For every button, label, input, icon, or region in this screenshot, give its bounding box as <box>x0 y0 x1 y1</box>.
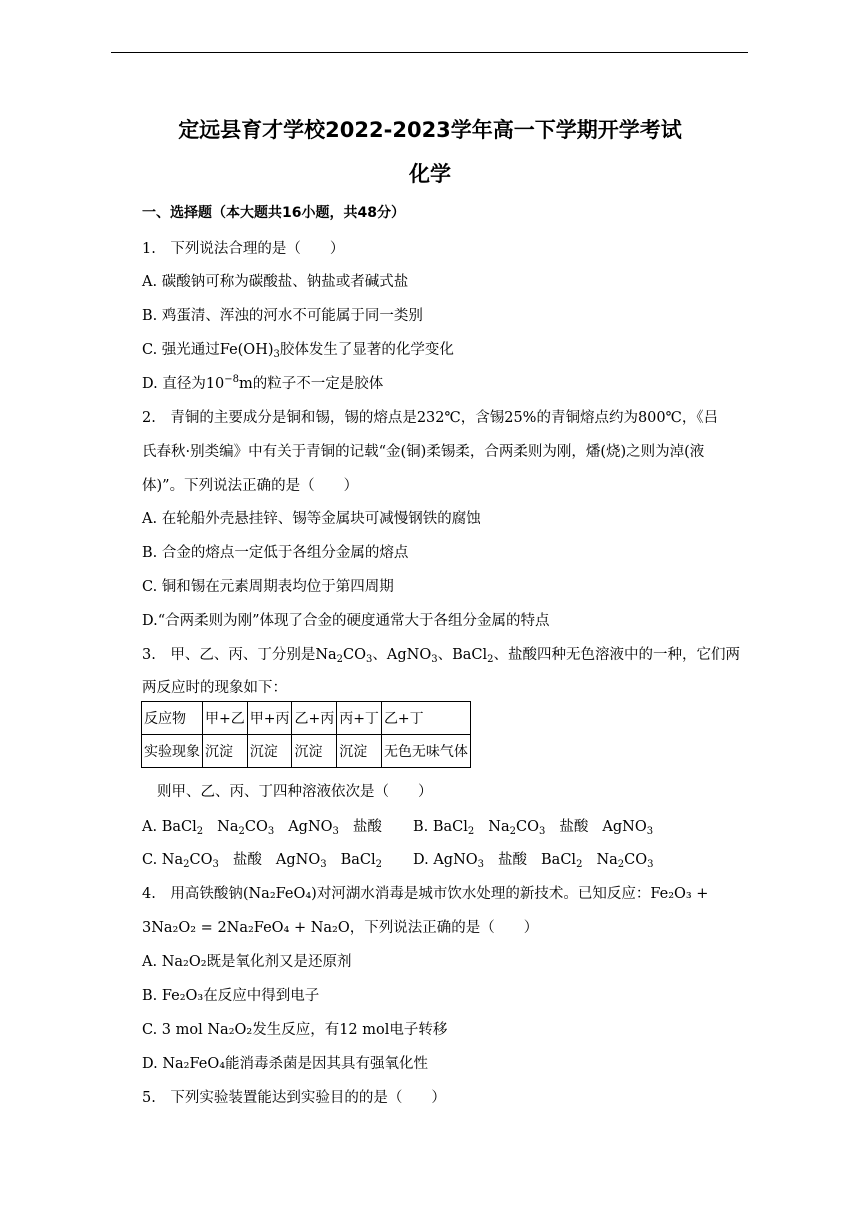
q3-stem-line1: 3. 甲、乙、丙、丁分别是$Na_2CO_3$、AgNO$_3$、BaCl$_2$、盐酸四种无色溶液中的一种，它们两 <box>142 647 741 665</box>
q3-option-b: B. BaCl$_2$ $Na_2CO_3$ 盐酸 AgNO$_3$ <box>413 819 654 837</box>
table-cell: 沉淀 <box>292 735 337 768</box>
table-cell: 甲+乙 <box>203 702 248 735</box>
q3-option-d: D. AgNO$_3$ 盐酸 BaCl$_2$ $Na_2CO_3$ <box>413 852 654 870</box>
table-cell: 沉淀 <box>337 735 382 768</box>
table-cell: 乙+丙 <box>292 702 337 735</box>
q1-option-b: B. 鸡蛋清、浑浊的河水不可能属于同一类别 <box>142 308 423 324</box>
q4-option-c: C. 3 mol Na₂O₂发生反应，有12 mol电子转移 <box>142 1022 448 1038</box>
table-cell: 无色无味气体 <box>381 735 470 768</box>
q2-stem-line1: 2. 青铜的主要成分是铜和锡，锡的熔点是232℃，含锡25%的青铜熔点约为800℃，《吕 <box>142 410 719 426</box>
table-cell: 沉淀 <box>203 735 248 768</box>
q4-stem-line2: 3Na₂O₂ = 2Na₂FeO₄ + Na₂O，下列说法正确的是（ ） <box>142 920 539 936</box>
q4-option-a: A. Na₂O₂既是氧化剂又是还原剂 <box>142 954 352 970</box>
q2-option-c: C. 铜和锡在元素周期表均位于第四周期 <box>142 579 394 595</box>
table-cell: 甲+丙 <box>247 702 292 735</box>
q4-option-d: D. Na₂FeO₄能消毒杀菌是因其具有强氧化性 <box>142 1056 429 1072</box>
q4-option-b: B. Fe₂O₃在反应中得到电子 <box>142 988 320 1004</box>
q2-stem-line2: 氏春秋·别类编》中有关于青铜的记载“金(铜)柔锡柔，合两柔则为刚，燔(烧)之则为淖(液 <box>142 444 705 460</box>
q3-question: 则甲、乙、丙、丁四种溶液依次是（ ） <box>157 784 433 800</box>
q1-option-a: A. 碳酸钠可称为碳酸盐、钠盐或者碱式盐 <box>142 274 409 290</box>
exam-title: 定远县育才学校2022-2023学年高一下学期开学考试 <box>178 118 682 142</box>
q4-stem-line1: 4. 用高铁酸钠(Na₂FeO₄)对河湖水消毒是城市饮水处理的新技术。已知反应：Fe₂O₃ + <box>142 886 709 902</box>
table-cell: 沉淀 <box>247 735 292 768</box>
q5-stem: 5. 下列实验装置能达到实验目的的是（ ） <box>142 1090 446 1106</box>
table-cell: 丙+丁 <box>337 702 382 735</box>
q3-stem-line2: 两反应时的现象如下： <box>142 680 287 696</box>
section-heading: 一、选择题（本大题共16小题，共48分） <box>142 205 405 221</box>
q1-option-c: C. 强光通过$Fe(OH)_3$胶体发生了显著的化学变化 <box>142 342 454 360</box>
subject-title: 化学 <box>409 162 451 186</box>
q3-option-c: C. $Na_2CO_3$ 盐酸 AgNO$_3$ BaCl$_2$ <box>142 852 383 870</box>
header-rule <box>111 52 748 53</box>
q1-option-d: D. 直径为$10^{-8}m$的粒子不一定是胶体 <box>142 374 384 392</box>
table-cell: 乙+丁 <box>381 702 470 735</box>
table-cell: 实验现象 <box>142 735 203 768</box>
q2-option-d: D.“合两柔则为刚”体现了合金的硬度通常大于各组分金属的特点 <box>142 613 550 629</box>
table-header-row <box>142 702 471 735</box>
table-cell: 反应物 <box>142 702 203 735</box>
q2-option-a: A. 在轮船外壳悬挂锌、锡等金属块可减慢钢铁的腐蚀 <box>142 511 481 527</box>
q1-stem: 1. 下列说法合理的是（ ） <box>142 241 345 257</box>
table-row <box>142 735 471 768</box>
q2-option-b: B. 合金的熔点一定低于各组分金属的熔点 <box>142 545 409 561</box>
q3-option-a: A. BaCl$_2$ $Na_2CO_3$ AgNO$_3$ 盐酸 <box>142 819 382 837</box>
q2-stem-line3: 体)”。下列说法正确的是（ ） <box>142 478 359 494</box>
reaction-table <box>141 701 471 768</box>
